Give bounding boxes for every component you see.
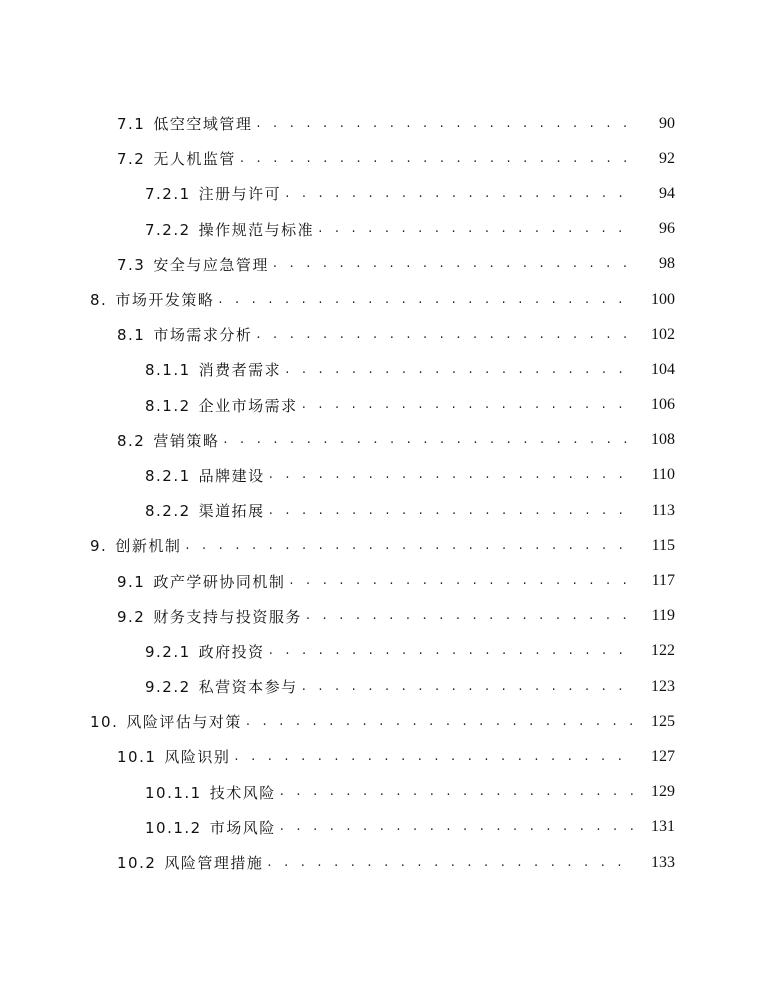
toc-entry-title: 市场开发策略 [115,291,215,310]
toc-entry-title: 私营资本参与 [198,678,298,697]
toc-entry[interactable] [0,599,765,634]
toc-entry-heading [117,430,221,451]
toc-entry-number: 8.2.1 [145,466,191,485]
toc-entry-page-number: 108 [651,431,675,449]
toc-entry[interactable] [0,845,765,880]
toc-entry-number: 10. [90,713,119,732]
toc-entry[interactable] [0,423,765,458]
toc-entry[interactable] [0,669,765,704]
toc-entry-heading [145,676,300,697]
toc-entry-page-number: 127 [651,747,675,765]
toc-dot-leader [280,783,633,801]
toc-dot-leader [280,818,633,836]
toc-entry[interactable] [0,704,765,739]
toc-entry[interactable] [0,810,765,845]
toc-entry-title: 风险评估与对策 [126,713,242,732]
toc-entry-heading [145,359,283,380]
toc-entry-number: 8.2 [117,431,146,450]
toc-entry-number: 9.2 [117,607,146,626]
toc-entry[interactable] [0,528,765,563]
toc-entry[interactable] [0,388,765,423]
toc-entry-heading [117,606,304,627]
toc-entry-heading [145,183,283,204]
toc-entry[interactable] [0,493,765,528]
toc-dot-leader [185,537,633,555]
toc-entry-heading [117,746,232,767]
toc-entry-page-number: 122 [651,642,675,660]
toc-entry-number: 10.2 [117,854,157,873]
toc-entry-heading [117,113,254,134]
toc-entry-title: 市场风险 [209,818,276,837]
toc-entry-heading [90,535,183,556]
toc-entry-title: 无人机监管 [153,150,236,169]
toc-dot-leader [256,326,633,344]
toc-entry-number: 7.2 [117,150,146,169]
toc-entry-title: 市场需求分析 [153,326,253,345]
toc-entry-title: 政产学研协同机制 [153,572,286,591]
toc-entry-number: 9.2.1 [145,642,191,661]
toc-entry-heading [90,711,244,732]
toc-entry[interactable] [0,634,765,669]
toc-entry-title: 企业市场需求 [198,396,298,415]
toc-entry-page-number: 102 [651,325,675,343]
toc-entry-title: 技术风险 [209,783,276,802]
toc-entry-title: 风险识别 [164,748,231,767]
toc-dot-leader [218,291,633,309]
toc-dot-leader [302,396,633,414]
toc-entry-heading [145,395,300,416]
toc-entry-number: 10.1.2 [145,818,202,837]
toc-entry-number: 8.1.1 [145,361,191,380]
toc-entry-heading [117,571,287,592]
toc-entry-page-number: 117 [651,572,675,590]
toc-entry[interactable] [0,212,765,247]
toc-entry-number: 9.2.2 [145,678,191,697]
toc-entry-page-number: 113 [651,501,675,519]
toc-entry-heading [145,817,278,838]
toc-entry-number: 7.2.2 [145,220,191,239]
toc-entry-title: 风险管理措施 [164,854,264,873]
toc-entry[interactable] [0,247,765,282]
toc-entry-title: 品牌建设 [198,466,265,485]
toc-entry-heading [145,465,267,486]
toc-entry-title: 低空空域管理 [153,115,253,134]
toc-entry[interactable] [0,563,765,598]
toc-entry-page-number: 123 [651,677,675,695]
toc-dot-leader [246,713,633,731]
toc-entry-number: 9.1 [117,572,146,591]
toc-entry-page-number: 110 [651,466,675,484]
toc-entry-page-number: 131 [651,818,675,836]
toc-entry-page-number: 94 [659,184,675,202]
toc-entry-heading [117,254,271,275]
toc-dot-leader [289,572,633,590]
toc-entry-title: 财务支持与投资服务 [153,607,302,626]
toc-entry-title: 注册与许可 [198,185,282,204]
toc-entry-heading [145,641,267,662]
toc-entry-number: 10.1.1 [145,783,202,802]
toc-entry-title: 渠道拓展 [198,502,265,521]
toc-dot-leader [285,361,633,379]
toc-entry-number: 8.1.2 [145,396,191,415]
toc-entry-page-number: 100 [651,290,675,308]
toc-entry-title: 营销策略 [153,431,220,450]
toc-entry[interactable] [0,458,765,493]
toc-entry-number: 7.2.1 [145,185,191,204]
toc-entry-number: 10.1 [117,748,157,767]
toc-entry-heading [117,148,238,169]
toc-entry-page-number: 119 [651,607,675,625]
toc-dot-leader [306,607,633,625]
toc-dot-leader [256,115,633,133]
toc-dot-leader [267,854,633,872]
toc-entry-title: 安全与应急管理 [153,255,269,274]
toc-entry-title: 操作规范与标准 [198,220,315,239]
toc-entry-title: 政府投资 [198,642,265,661]
toc-entry-heading [145,219,316,240]
toc-entry-page-number: 133 [651,853,675,871]
toc-entry[interactable] [0,282,765,317]
toc-entry-number: 7.3 [117,255,146,274]
toc-entry-page-number: 90 [659,114,675,132]
toc-dot-leader [269,502,633,520]
toc-dot-leader [223,431,633,449]
toc-entry[interactable] [0,141,765,176]
toc-dot-leader [318,220,633,238]
toc-entry-heading [90,289,216,310]
toc-entry-page-number: 98 [659,255,675,273]
toc-entry-number: 8.1 [117,326,146,345]
toc-dot-leader [269,466,633,484]
toc-entry-heading [117,324,254,345]
toc-entry-page-number: 104 [651,360,675,378]
toc-entry-number: 8. [90,291,108,310]
toc-entry[interactable] [0,106,765,141]
toc-entry[interactable] [0,176,765,211]
toc-entry-page-number: 125 [651,712,675,730]
toc-entry[interactable] [0,317,765,352]
toc-entry[interactable] [0,352,765,387]
toc-entry-title: 消费者需求 [198,361,282,380]
toc-entry-heading [145,500,267,521]
toc-entry-heading [117,852,265,873]
toc-dot-leader [234,748,633,766]
toc-dot-leader [240,150,633,168]
toc-entry-page-number: 129 [651,783,675,801]
toc-dot-leader [285,185,633,203]
toc-dot-leader [302,678,633,696]
toc-entry-page-number: 92 [659,149,675,167]
toc-entry-number: 7.1 [117,115,146,134]
toc-dot-leader [269,642,633,660]
toc-entry-heading [145,782,278,803]
toc-entry[interactable] [0,775,765,810]
toc-entry-number: 9. [90,537,108,556]
table-of-contents [0,106,765,880]
toc-entry[interactable] [0,739,765,774]
toc-entry-page-number: 96 [659,220,675,238]
toc-entry-title: 创新机制 [115,537,182,556]
toc-dot-leader [273,255,633,273]
toc-entry-page-number: 106 [651,396,675,414]
toc-entry-number: 8.2.2 [145,502,191,521]
toc-entry-page-number: 115 [651,536,675,554]
